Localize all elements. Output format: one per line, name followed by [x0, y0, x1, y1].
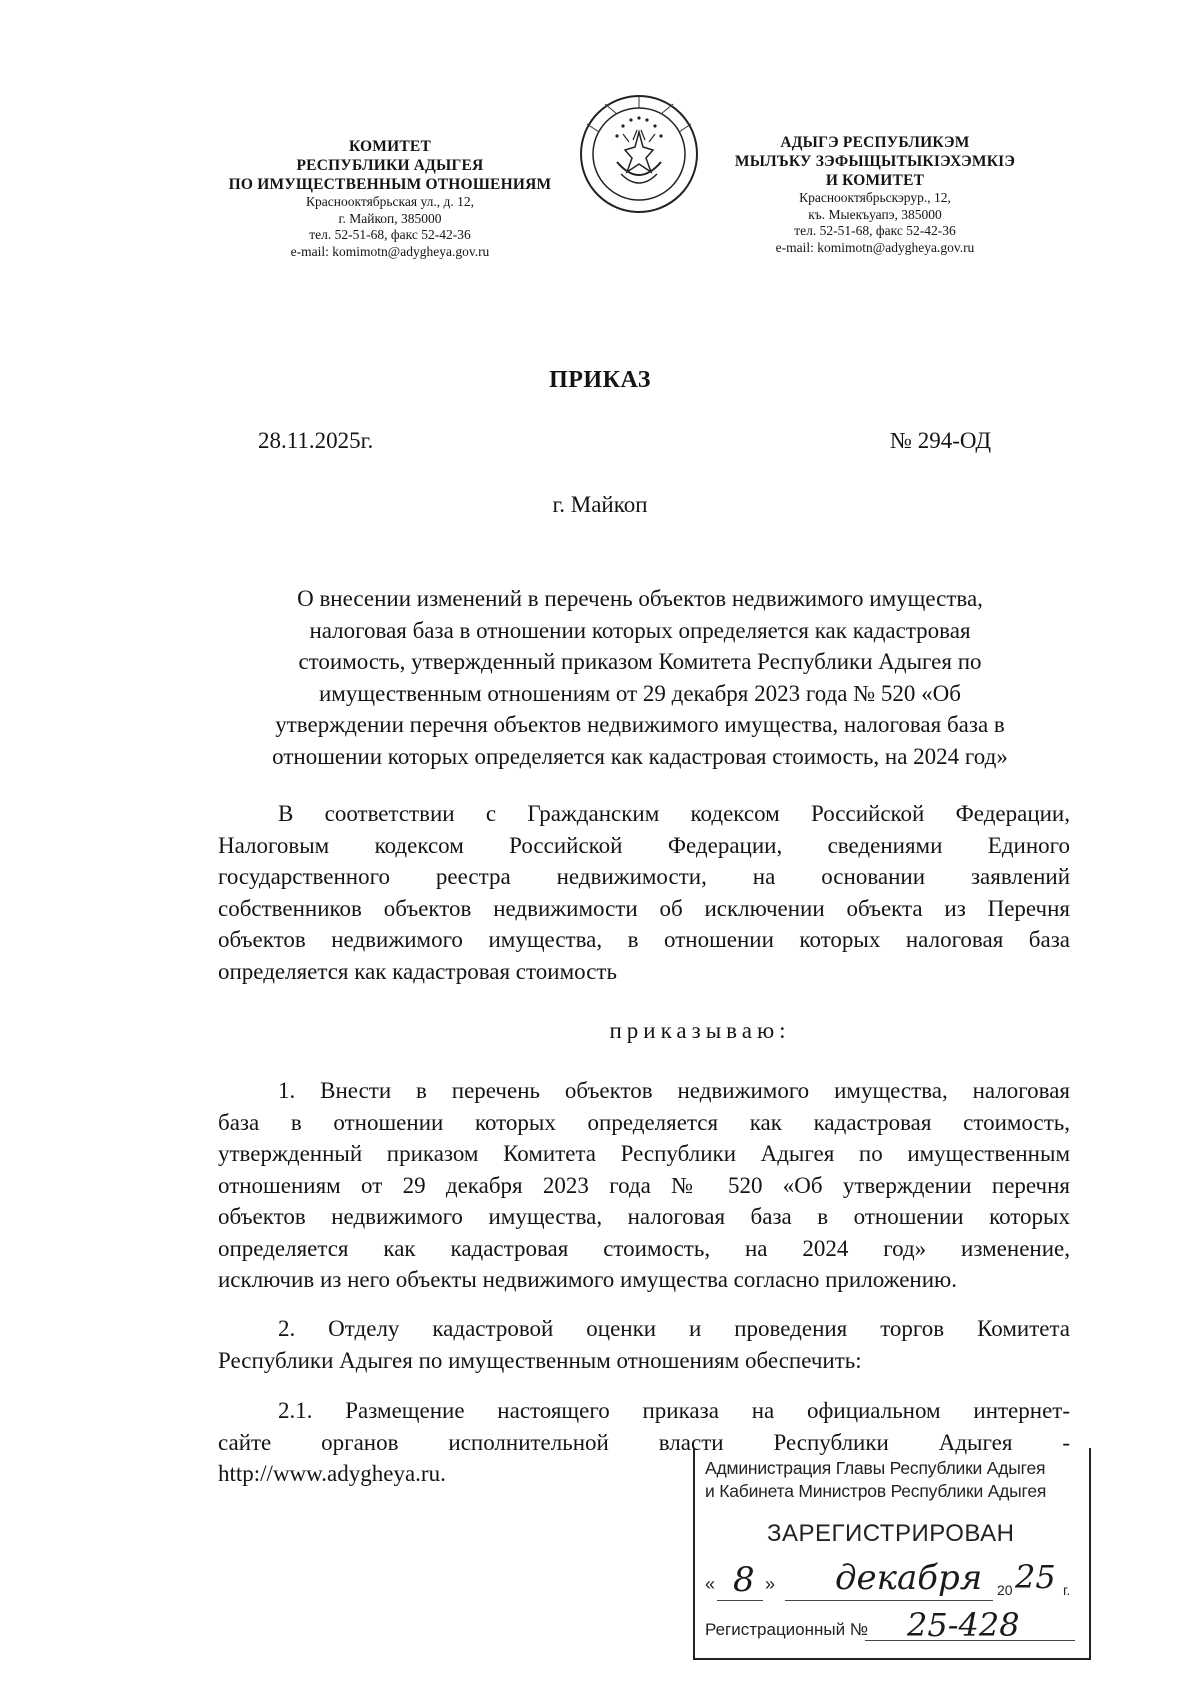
address-ru-line: г. Майкоп, 385000 — [338, 210, 442, 226]
document-subject — [200, 583, 1080, 772]
org-name-ady-line: МЫЛЪКУ ЗЭФЫЩЫТЫКIЭХЭМКIЭ — [734, 153, 1016, 170]
email-ady-line: e-mail: komimotn@adygheya.gov.ru — [775, 239, 975, 255]
item-1-line: база в отношении которых определяется как кадастровая стоимость, — [218, 1109, 1070, 1135]
item-1-line: объектов недвижимого имущества, налоговая база в отношении которых — [218, 1204, 1070, 1229]
day-underline — [717, 1600, 763, 1601]
subject-line: отношении которых определяется как кадастровая стоимость, на 2024 год» — [272, 743, 1008, 769]
orders-word: приказываю: — [609, 1018, 791, 1043]
year-suffix: г. — [1063, 1582, 1071, 1598]
item-1-line: определяется как кадастровая стоимость, на 2024 год» изменение, — [218, 1235, 1070, 1261]
stamp-date-line — [705, 1558, 1085, 1606]
stamp-status: ЗАРЕГИСТРИРОВАН — [767, 1520, 1015, 1547]
phone-ady-line: тел. 52-51-68, факс 52-42-36 — [794, 223, 956, 238]
item-1-line: отношениям от 29 декабря 2023 года № 520 «Об утверждении перечня — [218, 1172, 1070, 1198]
item-1-line: утвержденный приказом Комитета Республики Адыгея по имущественным — [218, 1141, 1070, 1166]
open-quote: « — [705, 1574, 716, 1594]
org-name-ru-line: КОМИТЕТ — [348, 138, 431, 155]
subject-line: имущественным отношениям от 29 декабря 2023 года № 520 «Об — [319, 680, 961, 706]
address-ady-line: Краснооктябрьскэрур., 12, — [799, 190, 951, 205]
subject-line: О внесении изменений в перечень объектов недвижимого имущества, — [297, 586, 983, 611]
handwritten-day: 8 — [733, 1560, 755, 1600]
item-1-paragraph — [218, 1075, 1070, 1296]
preamble-line: определяется как кадастровая стоимость — [218, 958, 617, 984]
org-name-ady-line: АДЫГЭ РЕСПУБЛИКЭМ — [780, 134, 970, 151]
item-2-line: 2. Отделу кадастровой оценки и проведения торгов Комитета — [278, 1316, 1070, 1341]
handwritten-year: 25 — [1015, 1558, 1056, 1596]
org-name-ru-line: РЕСПУБЛИКИ АДЫГЕЯ — [296, 157, 484, 174]
handwritten-reg-number: 25-428 — [907, 1606, 1020, 1644]
subject-line: утверждении перечня объектов недвижимого имущества, налоговая база в — [275, 712, 1005, 737]
reg-number-label: Регистрационный № — [705, 1620, 869, 1639]
email-ru-line: e-mail: komimotn@adygheya.gov.ru — [290, 243, 490, 259]
item-2-line: Республики Адыгея по имущественным отношениям обеспечить: — [218, 1347, 862, 1373]
preamble-line: собственников объектов недвижимости об исключении объекта из Перечня — [218, 895, 1070, 921]
year-prefix: 20 — [997, 1582, 1013, 1598]
registration-stamp — [693, 1448, 1091, 1660]
document-title: ПРИКАЗ — [549, 367, 651, 393]
stamp-authority-line: Администрация Главы Республики Адыгея — [705, 1458, 1046, 1478]
subject-line: стоимость, утвержденный приказом Комитета Республики Адыгея по — [298, 649, 982, 674]
coat-of-arms-icon — [577, 92, 701, 216]
item-2-1-line: 2.1. Размещение настоящего приказа на официальном интернет- — [278, 1398, 1070, 1423]
stamp-authority-line: и Кабинета Министров Республики Адыгея — [705, 1481, 1047, 1501]
handwritten-month: декабря — [835, 1558, 983, 1598]
item-2-paragraph — [218, 1313, 1070, 1376]
close-quote: » — [765, 1574, 776, 1594]
preamble-line: Налоговым кодексом Российской Федерации, сведениями Единого — [218, 832, 1070, 858]
website-link[interactable]: http://www.adygheya.ru. — [218, 1461, 446, 1486]
document-date: 28.11.2025г. — [258, 428, 374, 453]
document-city: г. Майкоп — [552, 492, 648, 517]
org-name-ady-line: И КОМИТЕТ — [825, 172, 925, 189]
month-underline — [785, 1600, 993, 1601]
document-number: № 294-ОД — [890, 428, 992, 453]
preamble-line: государственного реестра недвижимости, на основании заявлений — [218, 864, 1070, 889]
letterhead-right — [705, 133, 1045, 256]
preamble-line: В соответствии с Гражданским кодексом Российской Федерации, — [278, 801, 1070, 826]
preamble-line: объектов недвижимого имущества, в отношении которых налоговая база — [218, 927, 1070, 952]
subject-line: налоговая база в отношении которых определяется как кадастровая — [309, 617, 971, 643]
address-ru-line: Краснооктябрьская ул., д. 12, — [306, 194, 474, 209]
phone-ru-line: тел. 52-51-68, факс 52-42-36 — [309, 227, 471, 242]
item-1-line: исключив из него объекты недвижимого имущества согласно приложению. — [218, 1267, 957, 1292]
preamble-paragraph — [218, 798, 1070, 987]
item-1-line: 1. Внести в перечень объектов недвижимого имущества, налоговая — [278, 1078, 1070, 1103]
address-ady-line: къ. Мыекъуапэ, 385000 — [808, 206, 942, 222]
org-name-ru-line: ПО ИМУЩЕСТВЕННЫМ ОТНОШЕНИЯМ — [228, 176, 552, 193]
letterhead-left — [190, 137, 590, 260]
item-2-1-line: сайте органов исполнительной власти Республики Адыгея - — [218, 1429, 1070, 1455]
